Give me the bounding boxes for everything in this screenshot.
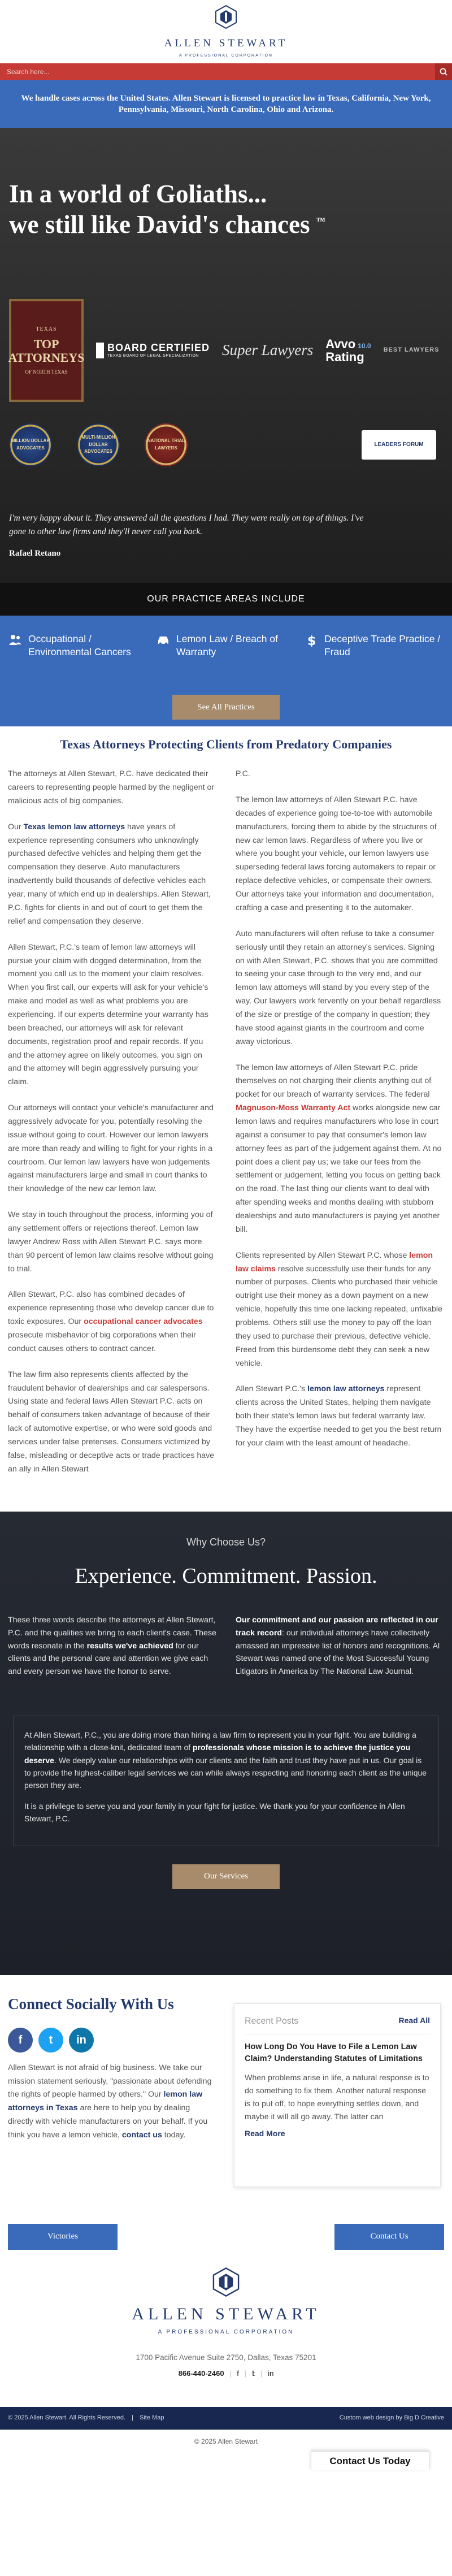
- highlighted-link[interactable]: occupational cancer advocates: [84, 1317, 203, 1327]
- read-all-link[interactable]: Read All: [398, 2015, 430, 2025]
- avvo-label: Avvo: [325, 336, 356, 351]
- logo-name: ALLEN STEWART: [164, 37, 288, 50]
- car-icon: [156, 633, 171, 647]
- separator: |: [132, 2414, 133, 2422]
- award-top-sub: OF NORTH TEXAS: [25, 369, 68, 375]
- practice-item-label: Deceptive Trade Practice / Fraud: [324, 633, 441, 657]
- twitter-footer-link[interactable]: [252, 2369, 255, 2378]
- twitter-icon: t: [49, 2033, 53, 2046]
- recent-posts-label: Recent Posts: [245, 2016, 299, 2026]
- search-button[interactable]: [435, 63, 452, 80]
- article-paragraph: Clients represented by Allen Stewart P.C. whose lemon law claims resolve successfully use their funds for any number of purposes. Clients who purchased their vehicle outright use their money as a down payment on a new vehicle, hopefully this time one lacking repeated, unfixable problems. Others still use the money to pay off the loan they used to purchase their previous, defective vehicle. Freed from this burdensome debt they can seek a new vehicle.: [236, 1250, 442, 1368]
- linkedin-icon: in: [76, 2033, 86, 2046]
- lemon-law-attorneys-link[interactable]: lemon law attorneys in Texas: [8, 2090, 203, 2113]
- award-board-certified: [96, 343, 210, 358]
- awards-row: [9, 299, 443, 402]
- social-title: Connect Socially With Us: [8, 1995, 174, 2012]
- testimonial-author: Rafael Retano: [9, 549, 61, 559]
- seal-badge: NATIONAL TRIAL LAWYERS: [145, 423, 188, 466]
- separator: |: [244, 2369, 246, 2378]
- recent-posts-card: [234, 2003, 441, 2187]
- read-more-link[interactable]: Read More: [245, 2129, 285, 2138]
- avvo-score: 10.0: [358, 341, 371, 350]
- twitter-icon: 𝕥: [251, 2369, 255, 2378]
- users-icon: [8, 633, 23, 647]
- trademark-symbol: ™: [316, 217, 325, 226]
- our-services-button[interactable]: Our Services: [172, 1864, 280, 1889]
- award-avvo: [325, 337, 371, 363]
- linkedin-icon: in: [268, 2369, 274, 2378]
- why-left-text: These three words describe the attorneys at Allen Stewart, P.C. and the qualities we bring to each client's case. These words resonate in the results we've achieved for our clients and the personal care and attention we give each and every person we have the honor to serve.: [8, 1616, 216, 1677]
- linkedin-footer-link[interactable]: [268, 2369, 273, 2378]
- why-choose-us-kicker: Why Choose Us?: [186, 1536, 266, 1548]
- dollar-icon: [304, 633, 319, 647]
- footer-logo-name: ALLEN STEWART: [132, 2304, 320, 2323]
- facebook-footer-link[interactable]: [237, 2369, 239, 2378]
- site-logo[interactable]: [164, 5, 288, 59]
- highlighted-link[interactable]: Our commitment and our passion are reflected in our track record: [236, 1616, 438, 1638]
- footer-address: 1700 Pacific Avenue Suite 2750, Dallas, Texas 75201: [136, 2353, 316, 2362]
- why-callout-paragraph: At Allen Stewart, P.C., you are doing more than hiring a law firm to represent you in your fight. You are building a relationship with a close-knit, dedicated team of professionals whose mission is to achieve the justice you deserve. We deeply value our relationships with our clients and the faith and trust they have put in us. Our goal is to provide the highest-caliber legal services we can while always respecting and honoring each client as the unique person they are.: [24, 1730, 427, 1790]
- copyright-text: © 2025 Allen Stewart: [194, 2437, 258, 2445]
- article-paragraph: The lemon law attorneys of Allen Stewart P.C. have decades of experience going toe-to-toe with automobile manufacturers, forcing them to abide by the structures of new car lemon laws. Regardless of where you live or where you bought your vehicle, our lemon lawyers use superseding federal laws forcing automakers to repair or replace defective vehicles, or compensate their owners. Our attorneys take your information and documentation, crafting a case and presenting it to the automaker.: [236, 795, 437, 912]
- contact-us-link[interactable]: contact us: [121, 2131, 162, 2140]
- search-input[interactable]: [7, 68, 402, 76]
- practice-item-fraud[interactable]: [304, 633, 444, 659]
- phone-number: 866-440-2460: [178, 2369, 224, 2378]
- award-super-lawyers: Super Lawyers: [222, 341, 314, 359]
- footer-bottom-bar: [0, 2407, 452, 2430]
- social-text-part: Allen Stewart is not afraid of big business. We take our mission statement seriously, "passionate about defending the rights of people harmed by others." Our: [8, 2063, 212, 2099]
- search-bar: [0, 63, 452, 80]
- footer-contact-row: [0, 2368, 452, 2380]
- article-paragraph: Our attorneys will contact your vehicle's manufacturer and aggressively advocate for you, potentially resolving the issue without going to court. However our lemon lawyers are more than ready and willing to fight for your rights in a courtroom. Our lemon law lawyers have won judgements against manufacturers large and small in court thanks to their knowledge of the new car lemon law.: [8, 1103, 214, 1194]
- separator: |: [229, 2369, 232, 2378]
- article-paragraph: The attorneys at Allen Stewart, P.C. have dedicated their careers to representing people harmed by the negligent or malicious acts of big companies.: [8, 769, 215, 806]
- highlighted-link[interactable]: Texas lemon law attorneys: [23, 822, 125, 832]
- see-all-practices-button[interactable]: See All Practices: [172, 695, 280, 720]
- design-credit-link[interactable]: Custom web design by Big D Creative: [339, 2414, 444, 2422]
- search-icon: [440, 68, 447, 76]
- why-callout-paragraph: It is a privilege to serve you and your family in your fight for justice. We thank you for your confidence in Allen Stewart, P.C.: [24, 1801, 405, 1824]
- logo-emblem-icon: [214, 5, 238, 29]
- board-certified-sub: TEXAS BOARD OF LEGAL SPECIALIZATION: [107, 354, 199, 358]
- post-excerpt: When problems arise in life, a natural response is to do something to fix them. Another natural response is to put off, to hope everything settles down, and maybe it will all go away. The latter can: [245, 2073, 429, 2122]
- article-paragraph: Allen Stewart P.C.'s lemon law attorneys represent clients across the United States, helping them navigate both their state's lemon laws but federal warranty law. They have the expertise needed to get you the best return for your claim with the least amount of headache.: [236, 1384, 442, 1448]
- hero-section: [0, 128, 452, 583]
- practice-item-label: Occupational / Environmental Cancers: [28, 633, 131, 657]
- award-top-header: TEXAS: [36, 326, 57, 332]
- article-section: [0, 726, 452, 1489]
- practice-areas-section: [0, 616, 452, 726]
- article-paragraph: P.C.: [236, 769, 250, 779]
- article-paragraph: Auto manufacturers will often refuse to take a consumer seriously until they retain an attorney's services. Signing on with Allen Stewart, P.C. shows that you are committed to seeing your case through to the very end, and our lemon law attorneys will stand by you every step of the way. Our lawyers work fervently on your behalf regardless of the size or prestige of the company in question; they have stood against giants in the courtroom and come away victorious.: [236, 929, 441, 1046]
- leaders-forum-badge: LEADERS FORUM: [362, 430, 436, 460]
- avvo-rating-label: Rating: [325, 350, 364, 364]
- logo-emblem-icon: [211, 2267, 241, 2297]
- practice-item-lemon-law[interactable]: [156, 633, 296, 659]
- social-column: [8, 1992, 217, 2218]
- testimonial: [9, 512, 371, 560]
- site-header: [0, 0, 452, 63]
- footer-logo[interactable]: [0, 2267, 452, 2337]
- footer-rights: © 2025 Allen Stewart. All Rights Reserved.: [8, 2414, 126, 2422]
- facebook-icon: f: [18, 2033, 23, 2046]
- testimonial-quote: I'm very happy about it. They answered all the questions I had. They were really on top of things. I've gone to other law firms and they'll never call you back.: [9, 513, 364, 537]
- social-text-part: today.: [162, 2131, 186, 2140]
- svg-text:$: $: [307, 634, 316, 647]
- award-expertise: BEST LAWYERS: [383, 347, 440, 354]
- article-paragraph: Allen Stewart, P.C.'s team of lemon law attorneys will pursue your claim with dogged determination, from the moment you call us to the moment your claim resolves. When you first call, our experts will ask for your vehicle's make and model as well as what problems you are experiencing. If our experts determine your warranty has been breached, our attorneys will ask for relevant documents, registration proof and repair records. If you and the attorney agree on likely outcomes, you sign on and the attorney will begin aggressively pursuing your claim.: [8, 942, 208, 1087]
- hero-title: [9, 179, 443, 240]
- phone-link[interactable]: [179, 2369, 224, 2378]
- article-right-column: [236, 768, 444, 1488]
- practice-item-label: Lemon Law / Breach of Warranty: [176, 633, 278, 657]
- why-callout-box: [14, 1716, 438, 1846]
- article-paragraph: Allen Stewart, P.C. also has combined decades of experience representing those who develop cancer due to toxic exposures. Our occupational cancer advocates prosecute misbehavior of big corporations when their conduct causes others to contract cancer.: [8, 1290, 214, 1353]
- social-section: [0, 1975, 452, 2218]
- article-paragraph: We stay in touch throughout the process, informing you of any settlement offers or rejections thereof. Lemon law lawyer Andrew Ross with Allen Stewart P.C. says more than 90 percent of lemon law claims resolve without going to trial.: [8, 1210, 214, 1274]
- article-left-column: [8, 768, 216, 1488]
- contact-us-today-tab[interactable]: Contact Us Today: [311, 2451, 429, 2470]
- award-top-attorneys: [9, 299, 84, 402]
- board-certified-label: BOARD CERTIFIED: [107, 342, 210, 354]
- social-text-part: are here to help you by dealing directly with vehicle manufacturers on your behalf. If you think you have a lemon vehicle,: [8, 2103, 208, 2140]
- seals-row: [9, 423, 443, 466]
- post-title-link[interactable]: How Long Do You Have to File a Lemon Law Claim? Understanding Statutes of Limitations: [245, 2042, 423, 2064]
- victories-button[interactable]: Victories: [8, 2224, 118, 2250]
- separator: |: [260, 2369, 263, 2378]
- article-paragraph: The lemon law attorneys of Allen Stewart P.C. pride themselves on not charging their clients anything out of pocket for our breach of warranty services. The federal Magnuson-Moss Warranty Act works alongside new car lemon laws and requires manufacturers who lose in court against a consumer to pay that consumer's lemon law attorney fees as part of the judgement against them. At no point does a client pay us; we take our fees from the settlement or judgement, letting you focus on getting back on the road. The last thing our clients want to deal with after spending weeks and months dealing with stubborn dealerships and auto manufacturers is paying yet another bill.: [236, 1063, 442, 1234]
- practice-item-cancer[interactable]: [8, 633, 148, 659]
- contact-us-button[interactable]: Contact Us: [334, 2224, 444, 2250]
- social-icons: [8, 2028, 217, 2053]
- article-paragraph: Our Texas lemon law attorneys have years of experience representing consumers who unknowingly purchased defective vehicles and helping them get the compensation they deserve. Auto manufacturers inadvertently build thousands of defective vehicles each year, many of which end up in dealerships. Allen Stewart, P.C. fights for clients in and out of court to get them the relief and compensation they deserve.: [8, 822, 211, 926]
- practice-areas-heading: OUR PRACTICE AREAS INCLUDE: [0, 583, 452, 616]
- seal-badge: MULTI-MILLION DOLLAR ADVOCATES: [77, 423, 120, 466]
- site-footer: [0, 2267, 452, 2470]
- why-choose-us-section: [0, 1512, 452, 1975]
- award-top-title: TOP ATTORNEYS: [8, 336, 85, 365]
- facebook-button[interactable]: [8, 2028, 33, 2053]
- social-text: [8, 2062, 217, 2142]
- why-right-text: Our commitment and our passion are reflected in our track record: our individual attorneys have collectively amassed an impressive list of honors and recognitions. Al Stewart was named one of the Most Successful Young Litigators in America by The National Law Journal.: [236, 1616, 440, 1677]
- highlighted-link[interactable]: professionals whose mission is to achieve the justice you deserve: [24, 1743, 411, 1765]
- hero-title-line1: In a world of Goliaths...: [9, 180, 267, 208]
- linkedin-button[interactable]: [69, 2028, 94, 2053]
- article-title: Texas Attorneys Protecting Clients from Predatory Companies: [60, 737, 392, 751]
- article-paragraph: The law firm also represents clients affected by the fraudulent behavior of dealerships and car salespersons. Using state and federal laws Allen Stewart P.C. acts on behalf of consumers taken advantage of because of their lack of automotive expertise, or who were sold goods and services under false pretenses. Consumers victimized by false, misleading or deceptive acts or trade practices have an ally in Allen Stewart: [8, 1370, 215, 1474]
- highlighted-link[interactable]: Magnuson-Moss Warranty Act: [236, 1103, 351, 1113]
- highlighted-link[interactable]: lemon law attorneys: [307, 1384, 385, 1394]
- facebook-icon: f: [237, 2369, 239, 2378]
- cta-row: [0, 2224, 452, 2250]
- footer-logo-subtitle: A PROFESSIONAL CORPORATION: [158, 2328, 294, 2335]
- highlighted-link[interactable]: lemon law claims: [236, 1250, 433, 1274]
- why-choose-us-title: Experience. Commitment. Passion.: [75, 1564, 377, 1588]
- logo-subtitle: A PROFESSIONAL CORPORATION: [179, 53, 273, 58]
- license-banner: We handle cases across the United States. Allen Stewart is licensed to practice law in Texas, California, New York, Pennsylvania, Missouri, North Carolina, Ohio and Arizona.: [0, 80, 452, 128]
- hero-title-line2: we still like David's chances: [9, 210, 310, 239]
- highlighted-link[interactable]: results we've achieved: [86, 1641, 173, 1651]
- site-map-link[interactable]: Site Map: [140, 2414, 164, 2422]
- copyright-bar: [0, 2430, 452, 2470]
- twitter-button[interactable]: [38, 2028, 63, 2053]
- seal-badge: MILLION DOLLAR ADVOCATES: [9, 423, 52, 466]
